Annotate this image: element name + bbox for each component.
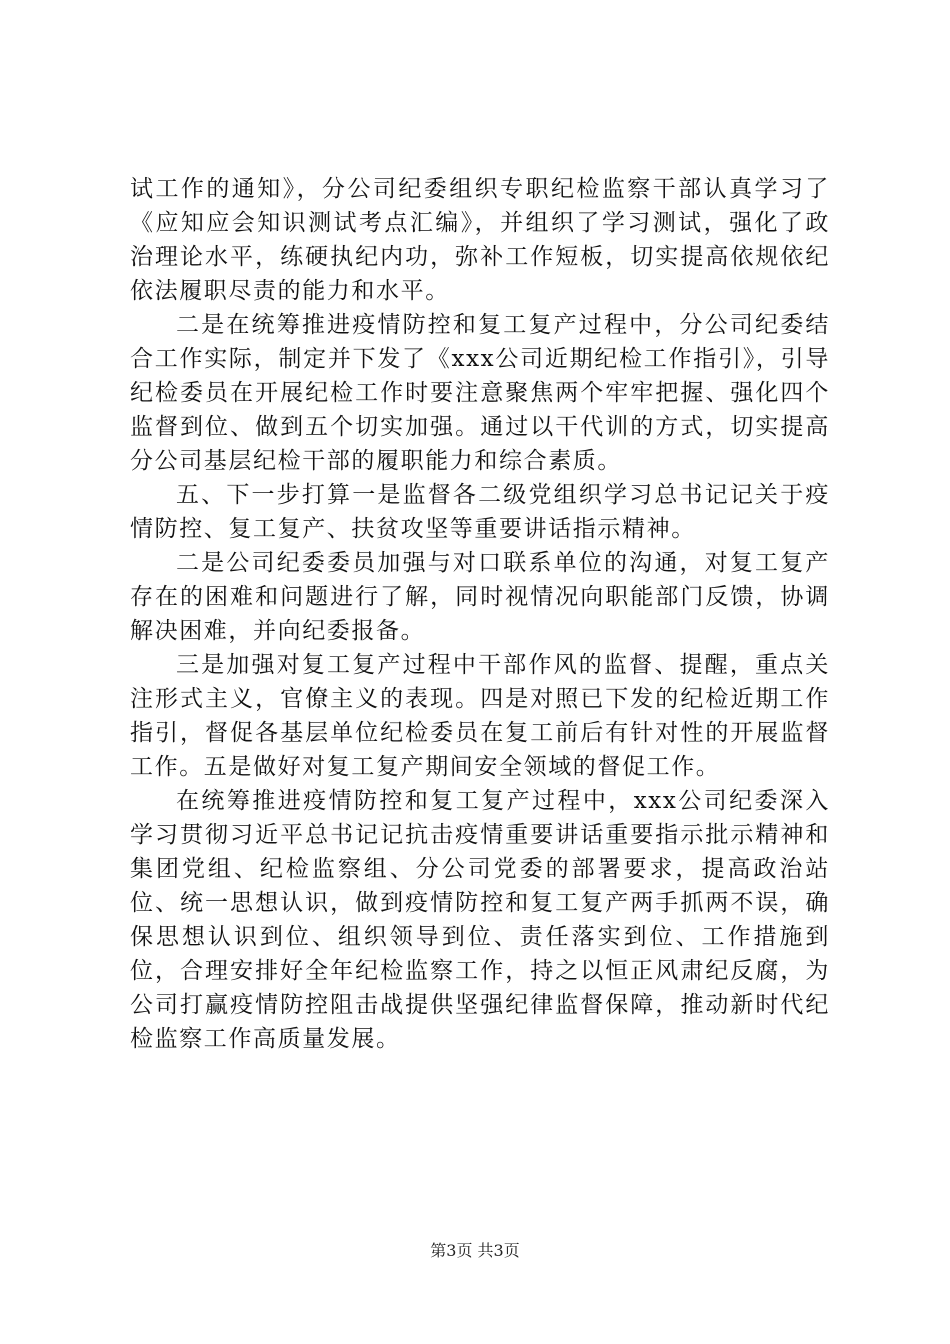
paragraph-next-steps: 五、下一步打算一是监督各二级党组织学习总书记记关于疫情防控、复工复产、扶贫攻坚等重要讲话指示精神。 <box>130 482 830 542</box>
document-body <box>130 172 830 1056</box>
page-number-footer: 第3页 共3页 <box>430 1241 520 1260</box>
paragraph-continuation: 试工作的通知》，分公司纪委组织专职纪检监察干部认真学习了《应知应会知识测试考点汇编》，并组织了学习测试，强化了政治理论水平，练硬执纪内功，弥补工作短板，切实提高依规依纪依法履职尽责的能力和水平。 <box>130 176 830 304</box>
paragraph-step-two: 二是公司纪委委员加强与对口联系单位的沟通，对复工复产存在的困难和问题进行了解，同时视情况向职能部门反馈，协调解决困难，并向纪委报备。 <box>130 550 830 644</box>
paragraph-item-two: 二是在统筹推进疫情防控和复工复产过程中，分公司纪委结合工作实际，制定并下发了《xxx公司近期纪检工作指引》，引导纪检委员在开展纪检工作时要注意聚焦两个牢牢把握、强化四个监督到位、做到五个切实加强。通过以干代训的方式，切实提高分公司基层纪检干部的履职能力和综合素质。 <box>130 312 830 474</box>
paragraph-step-three: 三是加强对复工复产过程中干部作风的监督、提醒，重点关注形式主义，官僚主义的表现。四是对照已下发的纪检近期工作指引，督促各基层单位纪检委员在复工前后有针对性的开展监督工作。五是做好对复工复产期间安全领域的督促工作。 <box>130 652 830 780</box>
paragraph-conclusion: 在统筹推进疫情防控和复工复产过程中，xxx公司纪委深入学习贯彻习近平总书记记抗击疫情重要讲话重要指示批示精神和集团党组、纪检监察组、分公司党委的部署要求，提高政治站位、统一思想认识，做到疫情防控和复工复产两手抓两不误，确保思想认识到位、组织领导到位、责任落实到位、工作措施到位，合理安排好全年纪检监察工作，持之以恒正风肃纪反腐，为公司打赢疫情防控阻击战提供坚强纪律监督保障，推动新时代纪检监察工作高质量发展。 <box>130 788 830 1052</box>
